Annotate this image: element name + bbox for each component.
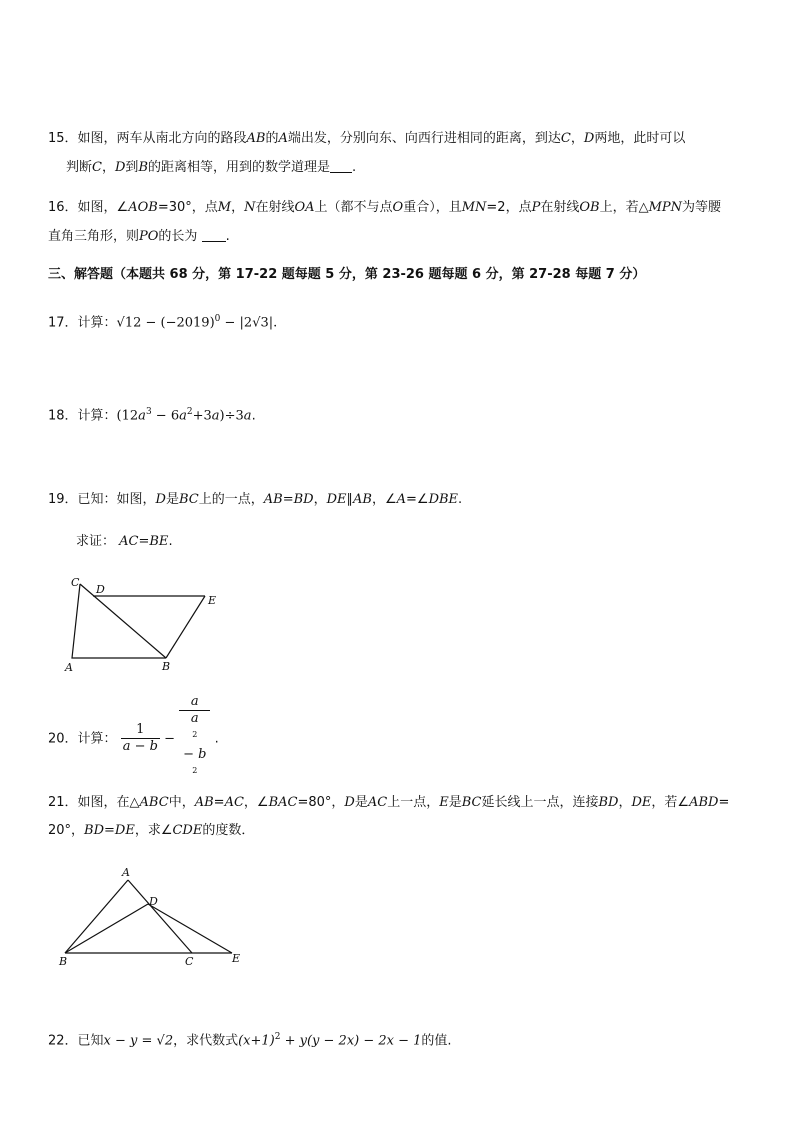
label-A: A [122, 866, 130, 879]
fraction-1: $\frac{1}{a - b}$ [122, 722, 158, 755]
label-C: C [71, 576, 80, 589]
section-heading: 三、解答题（本题共 68 分，第 17-22 题每题 5 分，第 23-26 题每题 6 分，第 27-28 每题 7 分） [48, 267, 646, 282]
label-A: A [65, 661, 73, 674]
q21-figure [52, 864, 252, 970]
label-C: C [185, 955, 194, 968]
label-E: E [232, 952, 241, 965]
q15-line1: 15．如图，两车从南北方向的路段AB的A端出发，分别向东、向西行进相同的距离，到达C，D两地，此时可以 [48, 131, 686, 146]
q17: 17．计算：$√12 - (-2019)^0 - |2√3|$. [48, 314, 278, 331]
q19-line2: 求证： AC=BE. [76, 534, 173, 549]
q19-line1: 19．已知：如图，D是BC上的一点，AB=BD，DE∥AB，∠A=∠DBE. [48, 492, 463, 507]
q20: 20．计算： $\frac{1}{a - b}$ − a a $^2$ − b $^2$ . [48, 694, 219, 784]
label-E: E [208, 594, 217, 607]
q15-line2: 判断C，D到B的距离相等，用到的数学道理是 . [66, 160, 357, 175]
label-D: D [96, 583, 105, 596]
q21-line1: 21．如图，在△ABC中，AB=AC，∠BAC=80°，D是AC上一点，E是BC延长线上一点，连接BD，DE，若∠ABD= [48, 795, 730, 810]
answer-blank [202, 227, 226, 242]
q21-line2: 20°，BD=DE，求∠CDE的度数． [48, 823, 255, 838]
label-D: D [149, 895, 158, 908]
answer-blank [330, 158, 352, 173]
label-B: B [59, 955, 68, 968]
q18: 18．计算：$(12a^3 - 6a^2+3a)\div 3a$. [48, 407, 256, 424]
fraction-2: a a $^2$ − b $^2$ [179, 694, 210, 784]
q19-figure [60, 572, 230, 676]
label-B: B [162, 660, 171, 673]
q16-line2: 直角三角形，则PO的长为 . [48, 229, 230, 244]
q22: 22．已知x − y = √2，求代数式$(x+1)^2 + y(y - 2x) - 2x - 1$的值. [48, 1032, 452, 1049]
q16-line1: 16．如图，∠AOB=30°，点M，N在射线OA上（都不与点O重合），且MN=2，点P在射线OB上，若△MPN为等腰 [48, 200, 722, 215]
